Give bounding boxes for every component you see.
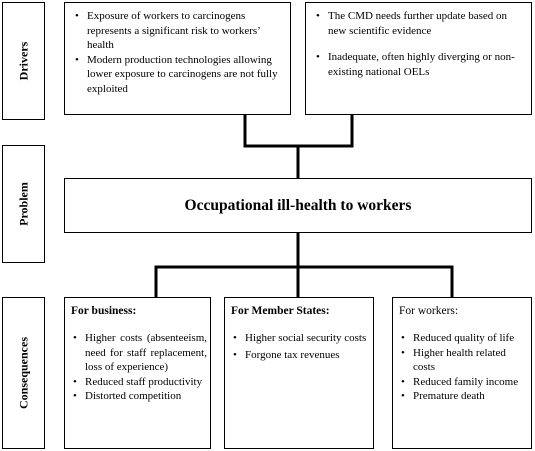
driver-box-right <box>305 2 532 115</box>
consequence-box-workers <box>392 297 532 449</box>
list-item: • Exposure of workers to carcinogens represents a significant risk to workers’ health <box>69 9 283 53</box>
list-item: • Modern production technologies allowing lower exposure to carcinogens are not fully exploited <box>69 53 283 97</box>
problem-box <box>64 178 532 233</box>
workers-heading: For workers: <box>399 305 459 317</box>
problem-text: Occupational ill-health to workers <box>184 196 412 214</box>
consequences-label: Consequences <box>16 336 30 410</box>
list-item: • Inadequate, often highly diverging or non-existing national OELs <box>310 50 524 79</box>
business-list <box>67 331 207 404</box>
driver-box-left <box>64 2 291 115</box>
list-item: • Premature death <box>395 389 527 404</box>
list-item: • Higher health related costs <box>395 346 527 375</box>
consequence-box-member-states <box>224 297 374 449</box>
consequence-box-business <box>64 297 211 449</box>
list-item: • The CMD needs further update based on new scientific evidence <box>310 9 524 38</box>
drivers-label: Drivers <box>16 41 30 81</box>
problem-label: Problem <box>16 182 30 226</box>
list-item: • Reduced quality of life <box>395 331 527 346</box>
list-item: • Forgone tax revenues <box>227 348 367 363</box>
business-heading: For business: <box>71 305 137 317</box>
list-item: • Distorted competition <box>67 389 207 404</box>
member-states-list <box>227 331 367 362</box>
workers-list <box>395 331 527 404</box>
list-item: • Reduced staff productivity <box>67 375 207 390</box>
list-item: • Reduced family income <box>395 375 527 390</box>
list-item: • Higher social security costs <box>227 331 367 346</box>
driver-left-list <box>69 9 283 96</box>
member-states-heading: For Member States: <box>231 305 330 317</box>
list-item: • Higher costs (absenteeism, need for staff replacement, loss of experience) <box>67 331 207 375</box>
driver-right-list <box>310 9 524 79</box>
